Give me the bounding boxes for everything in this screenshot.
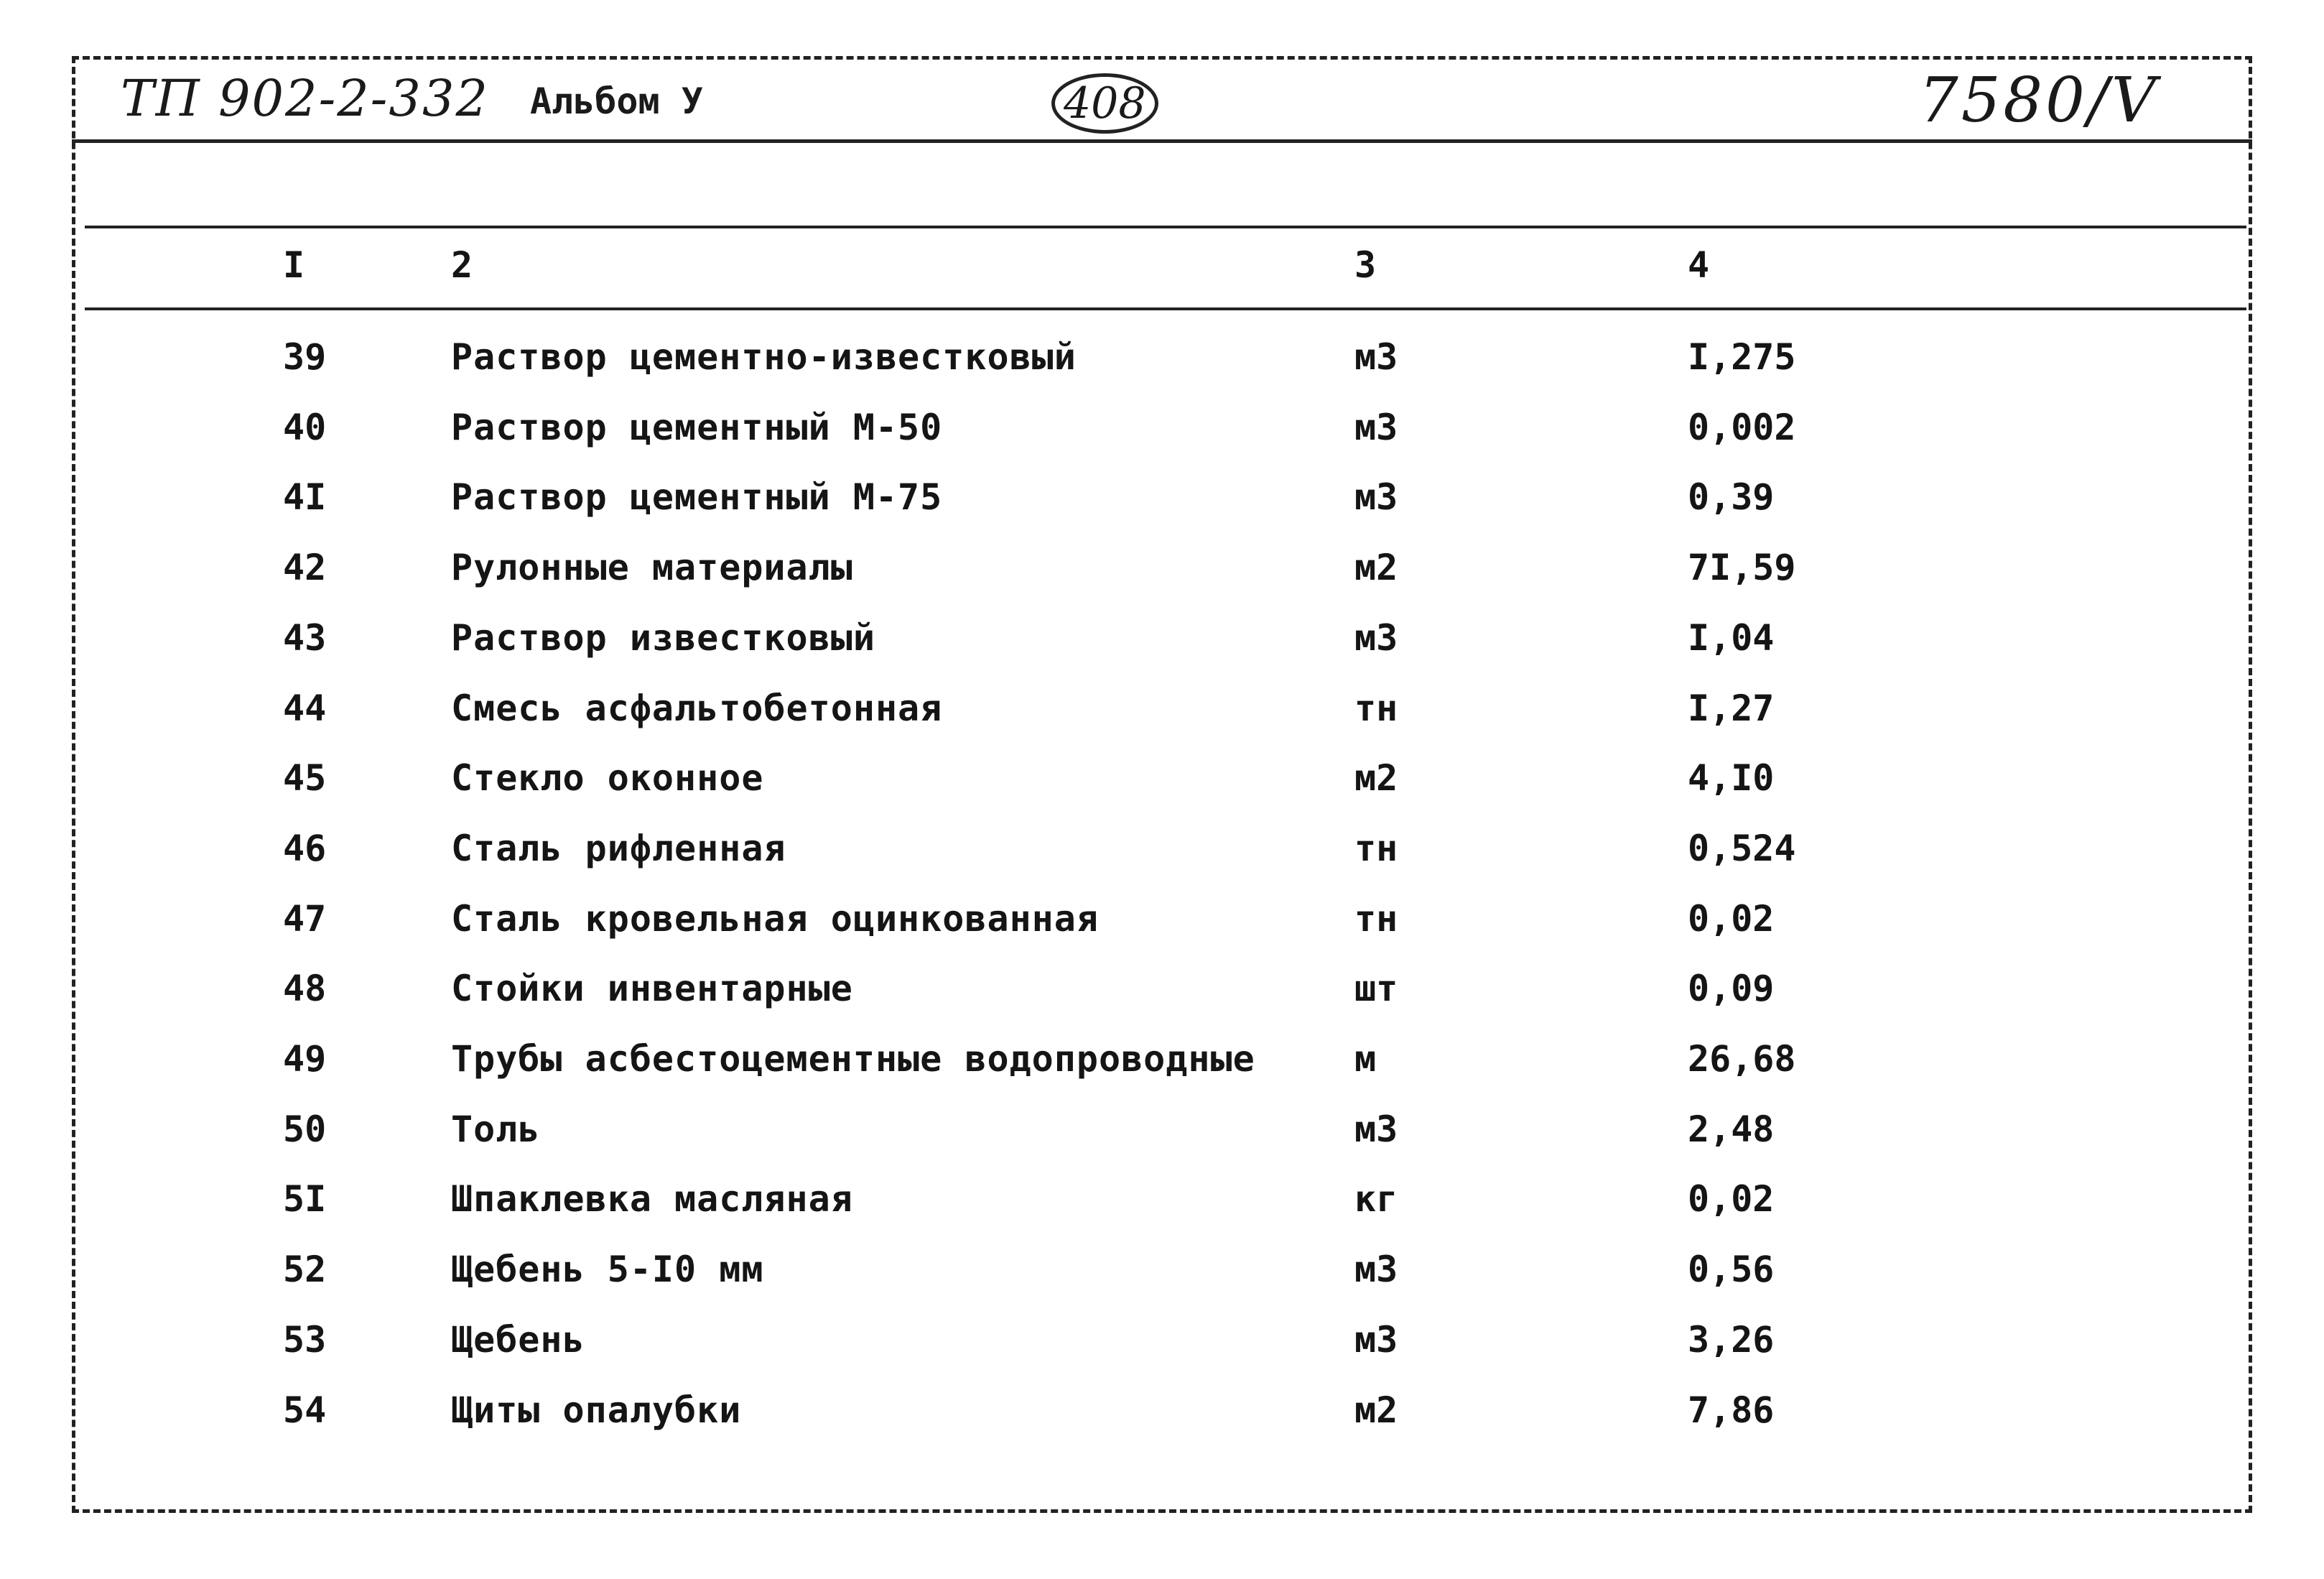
quantity: 0,09: [1688, 968, 1775, 1009]
table-row: [0, 1108, 2324, 1173]
unit-of-measure: тн: [1354, 828, 1398, 869]
row-number: 42: [283, 547, 327, 588]
quantity: I,27: [1688, 687, 1775, 729]
table-row: [0, 1389, 2324, 1454]
album-label: Альбом У: [530, 80, 703, 122]
column-header-4: 4: [1688, 244, 1710, 286]
row-number: 53: [283, 1319, 327, 1361]
quantity: 0,39: [1688, 476, 1775, 518]
table-row: [0, 617, 2324, 682]
unit-of-measure: м3: [1354, 1249, 1398, 1290]
table-row: [0, 476, 2324, 541]
unit-of-measure: м3: [1354, 1319, 1398, 1361]
material-name: Раствор цементный М-75: [451, 476, 943, 518]
quantity: 2,48: [1688, 1108, 1775, 1150]
unit-of-measure: м3: [1354, 1108, 1398, 1150]
table-header-row: [0, 244, 2324, 309]
material-name: Толь: [451, 1108, 541, 1150]
unit-of-measure: м2: [1354, 547, 1398, 588]
row-number: 40: [283, 407, 327, 448]
unit-of-measure: кг: [1354, 1178, 1398, 1220]
unit-of-measure: м2: [1354, 1389, 1398, 1431]
material-name: Щебень: [451, 1319, 585, 1361]
table-row: [0, 407, 2324, 471]
unit-of-measure: м3: [1354, 617, 1398, 659]
table-row: [0, 1038, 2324, 1103]
quantity: 26,68: [1688, 1038, 1796, 1080]
unit-of-measure: тн: [1354, 687, 1398, 729]
table-row: [0, 968, 2324, 1032]
unit-of-measure: м2: [1354, 757, 1398, 799]
material-name: Трубы асбестоцементные водопроводные: [451, 1038, 1255, 1080]
row-number: 50: [283, 1108, 327, 1150]
unit-of-measure: м: [1354, 1038, 1377, 1080]
unit-of-measure: м3: [1354, 336, 1398, 378]
unit-of-measure: м3: [1354, 407, 1398, 448]
quantity: 4,I0: [1688, 757, 1775, 799]
table-row: [0, 898, 2324, 963]
material-name: Сталь рифленная: [451, 828, 786, 869]
document-designation: ТП 902-2-332: [121, 69, 490, 128]
table-header-rule: [85, 307, 2246, 310]
quantity: I,275: [1688, 336, 1796, 378]
material-name: Стекло оконное: [451, 757, 764, 799]
table-row: [0, 1178, 2324, 1243]
table-row: [0, 1319, 2324, 1384]
row-number: 4I: [283, 476, 327, 518]
table-row: [0, 1249, 2324, 1313]
row-number: 5I: [283, 1178, 327, 1220]
quantity: 0,02: [1688, 898, 1775, 940]
material-name: Рулонные материалы: [451, 547, 853, 588]
column-header-2: 2: [451, 244, 474, 286]
quantity: 0,002: [1688, 407, 1796, 448]
row-number: 43: [283, 617, 327, 659]
unit-of-measure: м3: [1354, 476, 1398, 518]
document-code: 7580/V: [1919, 65, 2159, 136]
material-name: Сталь кровельная оцинкованная: [451, 898, 1099, 940]
row-number: 46: [283, 828, 327, 869]
quantity: 0,56: [1688, 1249, 1775, 1290]
material-name: Стойки инвентарные: [451, 968, 853, 1009]
material-name: Щиты опалубки: [451, 1389, 742, 1431]
row-number: 45: [283, 757, 327, 799]
quantity: I,04: [1688, 617, 1775, 659]
row-number: 47: [283, 898, 327, 940]
material-name: Раствор известковый: [451, 617, 875, 659]
row-number: 48: [283, 968, 327, 1009]
unit-of-measure: тн: [1354, 898, 1398, 940]
material-name: Смесь асфальтобетонная: [451, 687, 943, 729]
table-row: [0, 687, 2324, 752]
header-rule: [72, 139, 2252, 143]
row-number: 49: [283, 1038, 327, 1080]
quantity: 7I,59: [1688, 547, 1796, 588]
row-number: 54: [283, 1389, 327, 1431]
unit-of-measure: шт: [1354, 968, 1398, 1009]
quantity: 0,02: [1688, 1178, 1775, 1220]
table-row: [0, 547, 2324, 611]
material-name: Шпаклевка масляная: [451, 1178, 853, 1220]
quantity: 0,524: [1688, 828, 1796, 869]
table-row: [0, 757, 2324, 822]
material-name: Раствор цементный М-50: [451, 407, 943, 448]
column-header-3: 3: [1354, 244, 1377, 286]
table-row: [0, 828, 2324, 892]
material-name: Щебень 5-I0 мм: [451, 1249, 764, 1290]
row-number: 39: [283, 336, 327, 378]
row-number: 52: [283, 1249, 327, 1290]
quantity: 3,26: [1688, 1319, 1775, 1361]
table-row: [0, 336, 2324, 401]
material-name: Раствор цементно-известковый: [451, 336, 1077, 378]
row-number: 44: [283, 687, 327, 729]
column-header-1: I: [283, 244, 305, 286]
quantity: 7,86: [1688, 1389, 1775, 1431]
table-top-rule: [85, 226, 2246, 228]
sheet-number: 408: [1051, 73, 1158, 134]
